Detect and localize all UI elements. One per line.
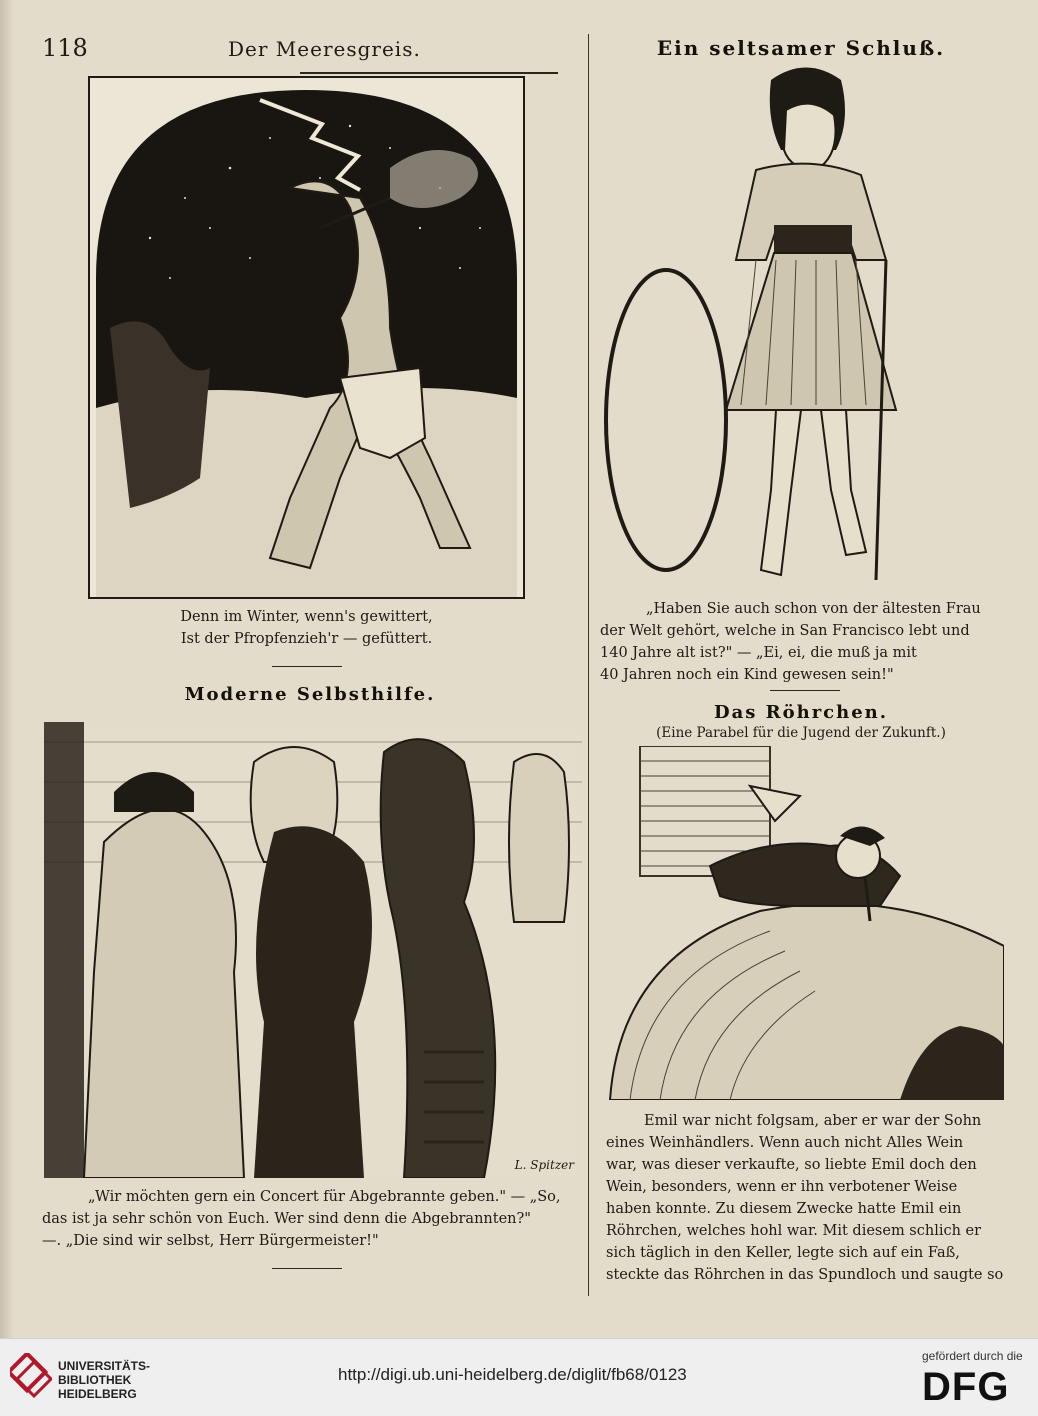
section-heading-das-roehrchen: Das Röhrchen. [713,702,889,723]
caption-line: Denn im Winter, wenn's gewittert, [180,609,433,625]
caption-line: 140 Jahre alt ist?" — „Ei, ei, die muß ja mit [600,645,917,661]
illustration-moderne-selbsthilfe [44,722,582,1178]
caption-line: das ist ja sehr schön von Euch. Wer sind denn die Abgebrannten?" [42,1211,531,1227]
seltsamer-schluss-caption [600,598,1006,686]
body-line: eines Weinhändlers. Wenn auch nicht Alles Wein [606,1135,964,1151]
caption-line: „Haben Sie auch schon von der ältesten Frau [646,601,981,617]
meeresgreis-drawing [90,78,523,597]
roehrchen-body [606,1110,1006,1286]
running-head: Der Meeresgreis. [228,37,421,61]
header-rule [300,72,558,74]
selbsthilfe-caption [42,1186,582,1252]
roehrchen-subheading: (Eine Parabel für die Jugend der Zukunft.) [656,725,946,741]
library-logo-mark [10,1353,52,1399]
girl-with-hoop-drawing [596,60,1006,600]
divider-rule [272,1268,342,1269]
artist-signature: L. Spitzer [514,1158,574,1172]
meeresgreis-caption [88,606,525,650]
section-heading-moderne-selbsthilfe: Moderne Selbsthilfe. [184,684,436,705]
illustration-das-roehrchen [600,746,1004,1100]
library-name-line: UNIVERSITÄTS- [58,1359,151,1373]
illustration-meeresgreis [88,76,525,599]
body-line: steckte das Röhrchen in das Spundloch und saugte so [606,1267,1004,1283]
body-line: sich täglich in den Keller, legte sich auf ein Faß, [606,1245,960,1261]
library-logo-icon[interactable] [10,1353,52,1399]
page-number: 118 [42,34,88,62]
caption-line: der Welt gehört, welche in San Francisco lebt und [600,623,970,639]
viewer-footer [0,1338,1038,1416]
library-name-line: BIBLIOTHEK [58,1373,132,1387]
illustration-seltsamer-schluss [596,60,1006,600]
caption-line: „Wir möchten gern ein Concert für Abgebrannte geben." — „So, [88,1189,561,1205]
caption-line: —. „Die sind wir selbst, Herr Bürgermeister!" [42,1233,379,1249]
divider-rule [272,666,342,667]
selbsthilfe-drawing [44,722,582,1178]
caption-line: 40 Jahren noch ein Kind gewesen sein!" [600,667,894,683]
column-rule [588,34,589,1296]
body-line: war, was dieser verkaufte, so liebte Emil doch den [606,1157,977,1173]
body-line: haben konnte. Zu diesem Zwecke hatte Emil ein [606,1201,962,1217]
boy-on-barrel-drawing [600,746,1004,1100]
body-line: Emil war nicht folgsam, aber er war der Sohn [644,1113,982,1129]
library-name-line: HEIDELBERG [58,1387,137,1401]
page-gutter [0,0,14,1338]
caption-line: Ist der Pfropfenzieh'r — gefüttert. [180,631,433,647]
section-heading-seltsamer-schluss: Ein seltsamer Schluß. [656,36,946,60]
body-line: Röhrchen, welches hohl war. Mit diesem schlich er [606,1223,982,1239]
library-name[interactable] [58,1359,150,1401]
body-line: Wein, besonders, wenn er ihn verbotener Weise [606,1179,958,1195]
funder-logo[interactable]: DFG [922,1365,1010,1409]
permalink-url[interactable]: http://digi.ub.uni-heidelberg.de/diglit/fb68/0123 [338,1365,687,1384]
funding-text: gefördert durch die [922,1349,1023,1363]
divider-rule [770,690,840,691]
